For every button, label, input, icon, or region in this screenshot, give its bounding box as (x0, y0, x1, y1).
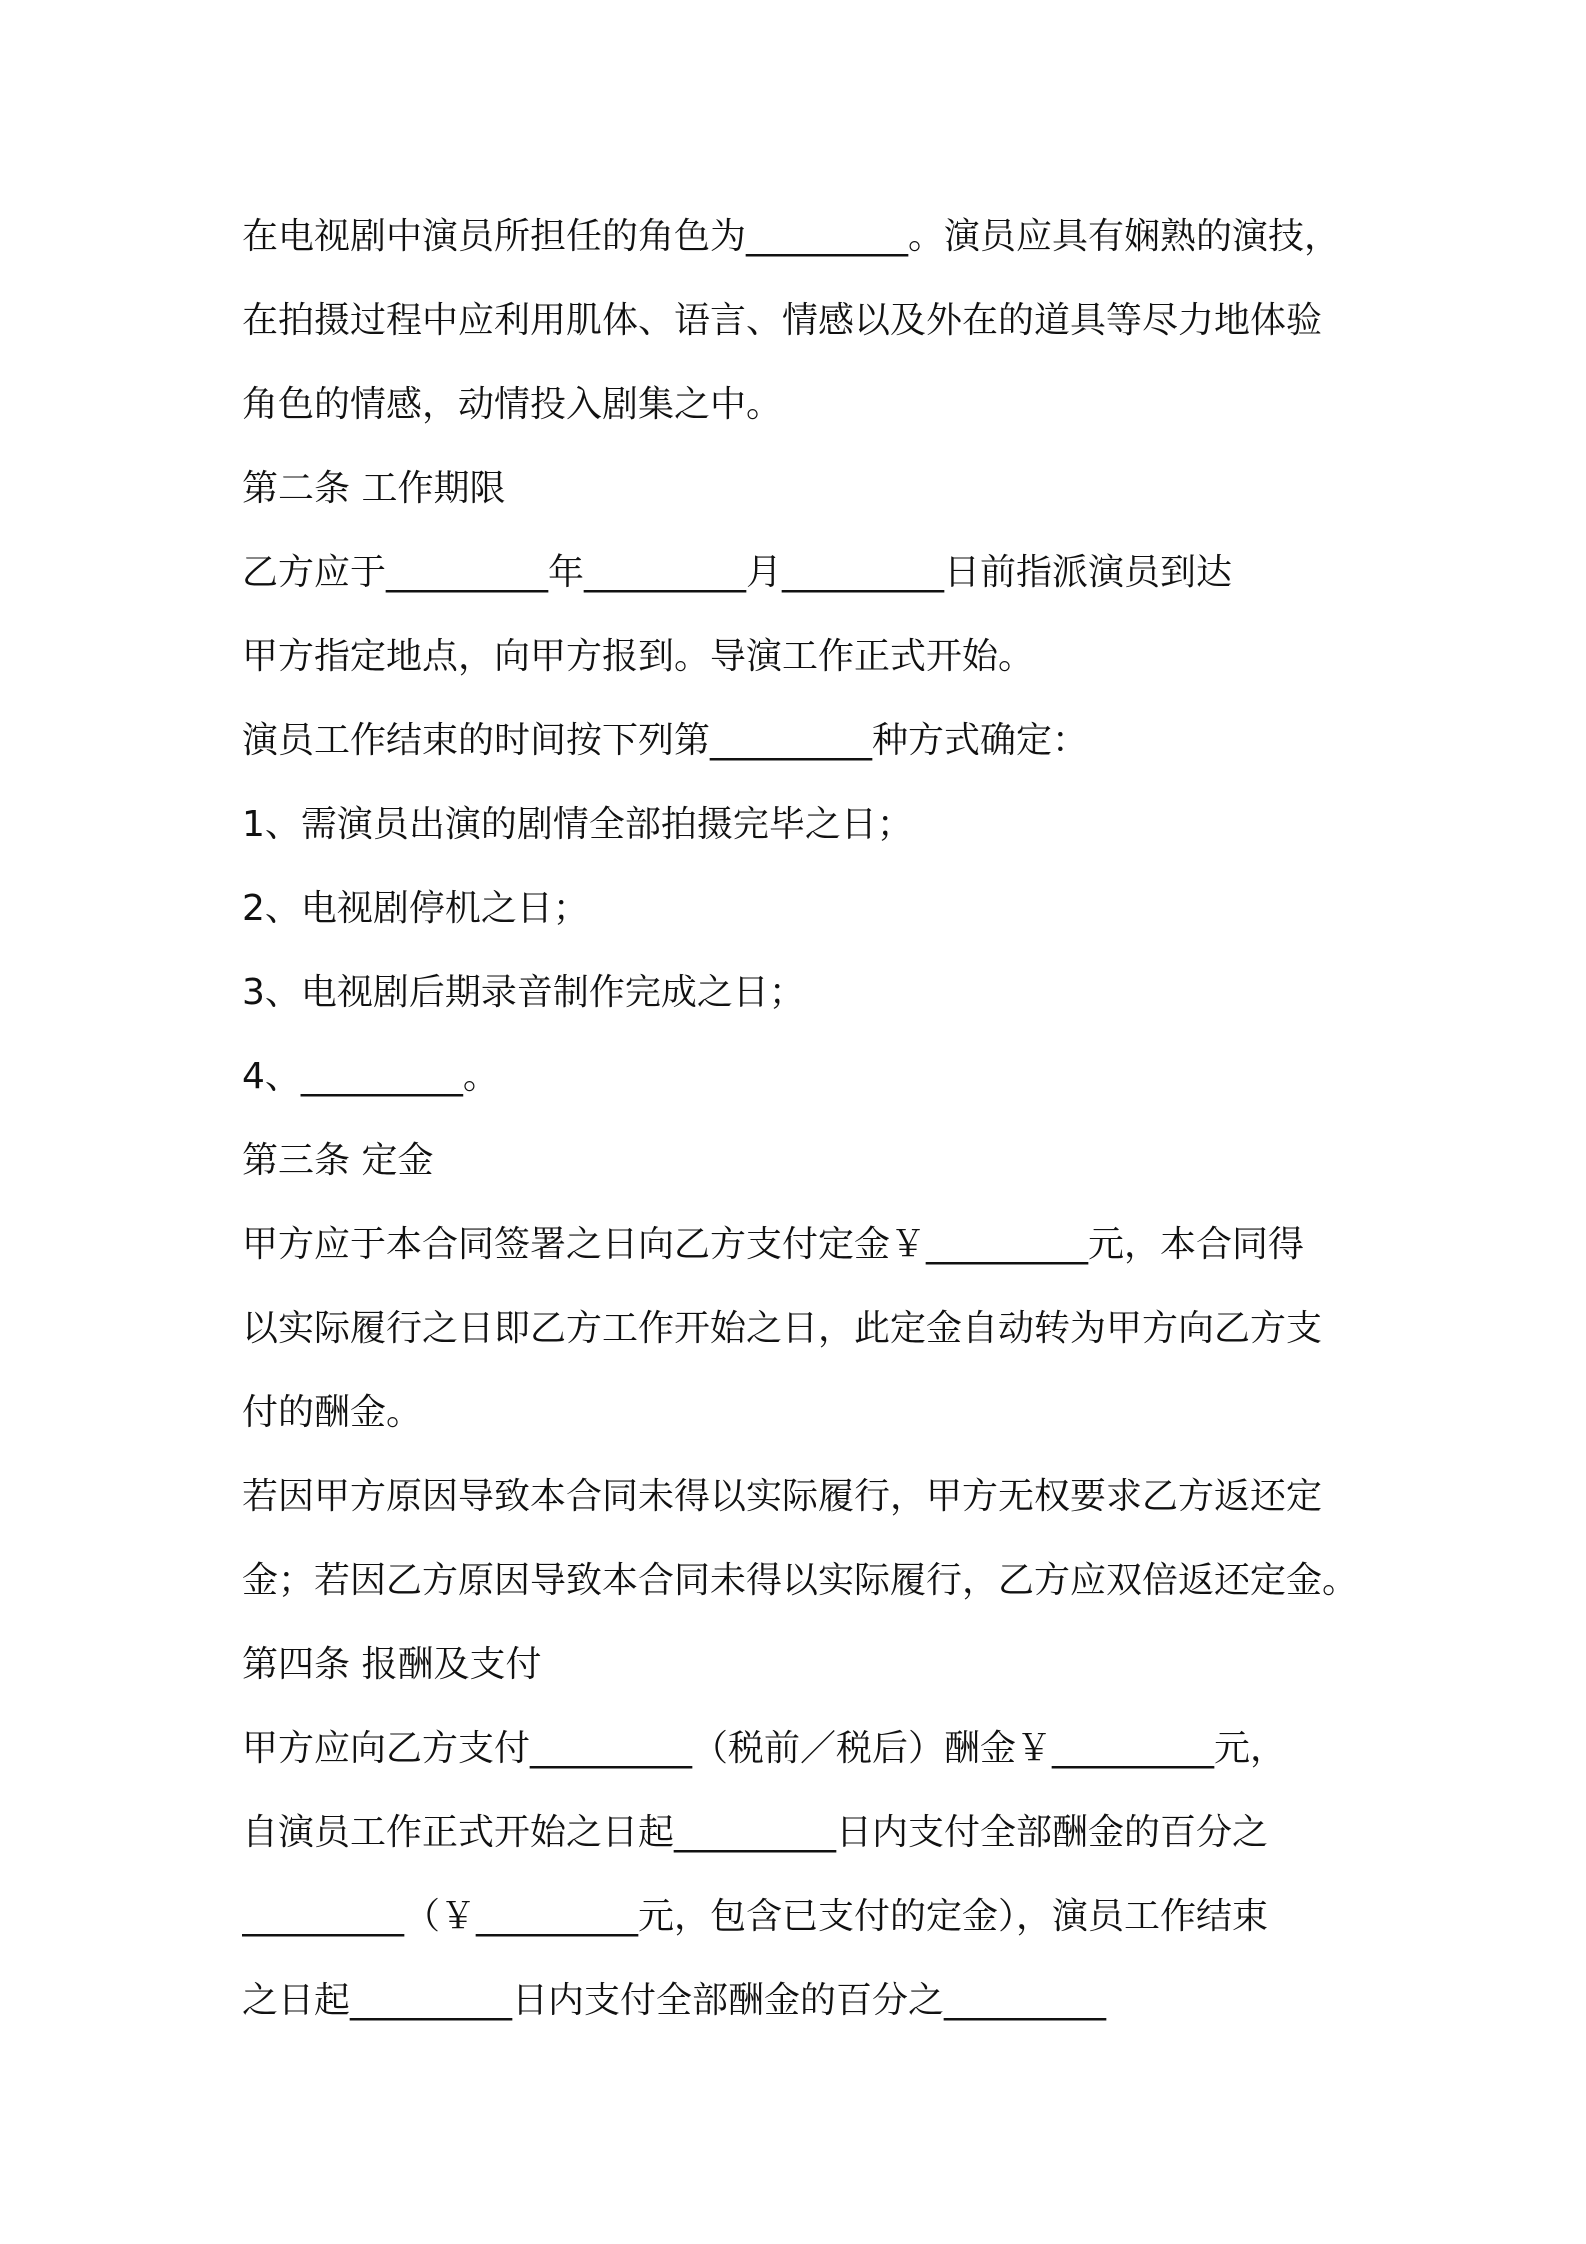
paragraph-line: 甲方指定地点，向甲方报到。导演工作正式开始。 (242, 636, 1035, 677)
section-heading-3: 第三条 定金 (242, 1140, 434, 1181)
section-heading-2: 第二条 工作期限 (242, 468, 506, 509)
paragraph-line: 付的酬金。 (242, 1392, 423, 1433)
document-body (242, 195, 1372, 2043)
list-item: 1、需演员出演的剧情全部拍摄完毕之日； (242, 804, 913, 845)
paragraph-line: 乙方应于_________年_________月_________日前指派演员到达 (242, 552, 1233, 593)
paragraph-line: 金；若因乙方原因导致本合同未得以实际履行，乙方应双倍返还定金。 (242, 1560, 1359, 1601)
paragraph-line: 在电视剧中演员所担任的角色为_________。演员应具有娴熟的演技， (242, 216, 1341, 257)
paragraph-line: 角色的情感，动情投入剧集之中。 (242, 384, 783, 425)
list-item: 3、电视剧后期录音制作完成之日； (242, 972, 805, 1013)
paragraph-line: 甲方应于本合同签署之日向乙方支付定金￥_________元，本合同得 (242, 1224, 1305, 1265)
paragraph-line: 演员工作结束的时间按下列第_________种方式确定： (242, 720, 1089, 761)
paragraph-line: 自演员工作正式开始之日起_________日内支付全部酬金的百分之 (242, 1812, 1269, 1853)
list-item: 2、电视剧停机之日； (242, 888, 589, 929)
paragraph-line: 若因甲方原因导致本合同未得以实际履行，甲方无权要求乙方返还定 (242, 1476, 1323, 1517)
paragraph-line: 之日起_________日内支付全部酬金的百分之_________ (242, 1980, 1107, 2021)
paragraph-line: 甲方应向乙方支付_________（税前／税后）酬金￥_________元， (242, 1728, 1287, 1769)
paragraph-line: _________（￥_________元，包含已支付的定金），演员工作结束 (242, 1896, 1269, 1937)
list-item: 4、_________。 (242, 1056, 499, 1097)
paragraph-line: 以实际履行之日即乙方工作开始之日，此定金自动转为甲方向乙方支 (242, 1308, 1323, 1349)
paragraph-line: 在拍摄过程中应利用肌体、语言、情感以及外在的道具等尽力地体验 (242, 300, 1323, 341)
section-heading-4: 第四条 报酬及支付 (242, 1644, 542, 1685)
